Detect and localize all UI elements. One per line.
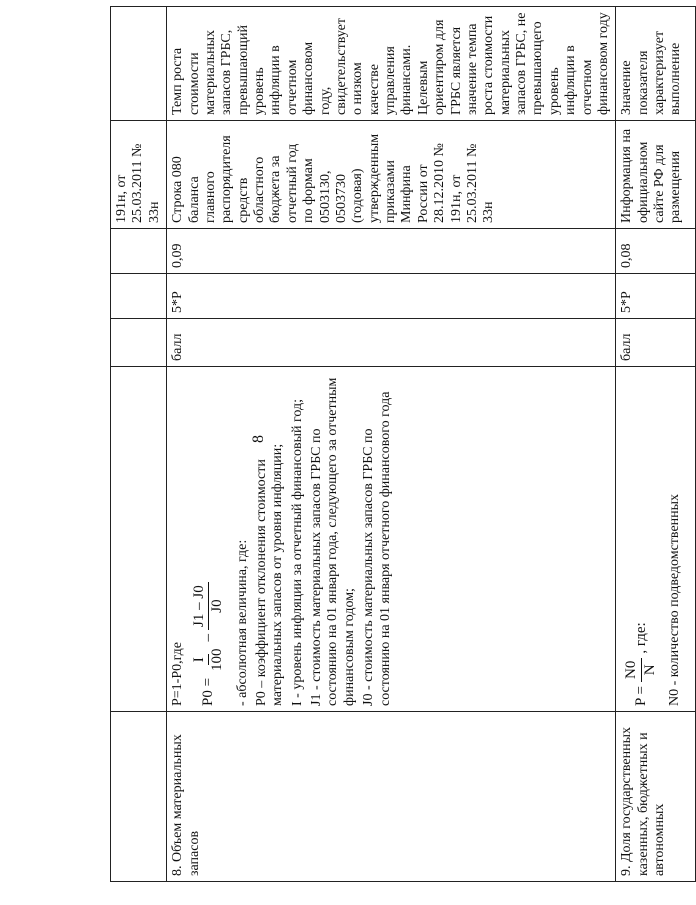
cell-prev-name bbox=[111, 712, 167, 882]
fraction-stock-growth-num: J1 – J0 bbox=[191, 582, 210, 630]
table-row-8 bbox=[167, 7, 616, 882]
cell-9-source bbox=[616, 121, 696, 229]
indicator-8-name: 8. Объем материальных запасов bbox=[170, 734, 202, 876]
formula-8-abs-note: - абсолютная величина, где: bbox=[234, 539, 250, 706]
cell-8-unit bbox=[167, 319, 616, 367]
unit-8: балл bbox=[170, 333, 186, 361]
cell-9-comment bbox=[616, 7, 696, 121]
cell-prev-formula bbox=[111, 367, 167, 712]
formula-8-equation bbox=[191, 372, 227, 706]
fraction-stock-growth bbox=[191, 582, 227, 630]
indicator-9-name: 9. Доля государственных казенных, бюджетных и автономных bbox=[619, 727, 667, 876]
fraction-share bbox=[623, 658, 659, 682]
definition-j1: J1 - стоимость материальных запасов ГРБС по состоянию на 01 января года, следующего за отчетным финансовым годом; bbox=[309, 377, 357, 706]
cell-9-unit bbox=[616, 319, 696, 367]
definition-i: I - уровень инфляции за отчетный финансовый год; bbox=[289, 399, 305, 706]
cell-8-weight bbox=[167, 229, 616, 274]
cell-prev-unit bbox=[111, 319, 167, 367]
cell-8-max bbox=[167, 274, 616, 319]
formula-8-line: P=1-P0,где bbox=[170, 641, 186, 706]
indicators-table bbox=[110, 6, 696, 882]
cell-9-formula bbox=[616, 367, 696, 712]
formula-9-equation bbox=[623, 372, 659, 706]
formula-9-lhs: P = bbox=[632, 686, 649, 706]
formula-9-tail: , где: bbox=[632, 622, 649, 654]
formula-8-minus: – bbox=[199, 633, 216, 642]
max-score-8: 5*P bbox=[170, 291, 186, 313]
fraction-inflation-den: 100 bbox=[209, 648, 226, 671]
fraction-inflation bbox=[191, 645, 227, 674]
cell-9-name bbox=[616, 712, 696, 882]
fraction-share-num: N0 bbox=[623, 658, 642, 682]
cell-prev-weight bbox=[111, 229, 167, 274]
fraction-stock-growth-den: J0 bbox=[209, 599, 226, 613]
page-number: 8 bbox=[250, 435, 267, 443]
weight-8: 0,09 bbox=[170, 243, 186, 268]
prev-source-text: 191н, от 25.03.2011 № 33н bbox=[114, 143, 162, 223]
comment-8: Темп роста стоимости материальных запасов ГРБС, превышающий уровень инфляции в отчетном финансовом году, свидетельствует о низком качестве управления финансами. Целевым ориентиром для ГРБС является значение темпа роста стоимости материальных запасов ГРБС, не превышающего уровень инфляции в отчетном финансовом году bbox=[170, 12, 611, 115]
definition-p0: P0 – коэффициент отклонения стоимости материальных запасов от уровня инфляции; bbox=[253, 443, 286, 706]
max-score-9: 5*P bbox=[619, 291, 635, 313]
rotated-table-sheet bbox=[110, 7, 684, 882]
cell-9-weight bbox=[616, 229, 696, 274]
cell-prev-source bbox=[111, 121, 167, 229]
cell-8-name bbox=[167, 712, 616, 882]
fraction-share-den: N bbox=[641, 664, 658, 676]
source-8: Строка 080 баланса главного распорядителя средств областного бюджета за отчетный год по формам 0503130, 0503730 (годовая) утвержденным приказами Минфина России от 28.12.2010 № 191н, от 25.03.2011 № 33н bbox=[170, 133, 497, 223]
cell-8-comment bbox=[167, 7, 616, 121]
table-row-previous bbox=[111, 7, 167, 882]
source-9: Информация на официальном сайте РФ для размещения bbox=[619, 128, 684, 223]
fraction-inflation-num: I bbox=[191, 654, 210, 665]
unit-9: балл bbox=[619, 333, 635, 361]
definition-n0: N0 - количество подведомственных bbox=[667, 493, 683, 706]
definition-j0: J0 - стоимость материальных запасов ГРБС по состоянию на 01 января отчетного финансового года bbox=[361, 391, 393, 706]
cell-8-source bbox=[167, 121, 616, 229]
comment-9: Значение показателя характеризует выполнение bbox=[619, 30, 684, 115]
cell-prev-comment bbox=[111, 7, 167, 121]
cell-prev-max bbox=[111, 274, 167, 319]
table-row-9 bbox=[616, 7, 696, 882]
formula-8-lhs: P0 = bbox=[199, 677, 216, 706]
weight-9: 0,08 bbox=[619, 243, 635, 268]
cell-8-formula bbox=[167, 367, 616, 712]
cell-9-max bbox=[616, 274, 696, 319]
